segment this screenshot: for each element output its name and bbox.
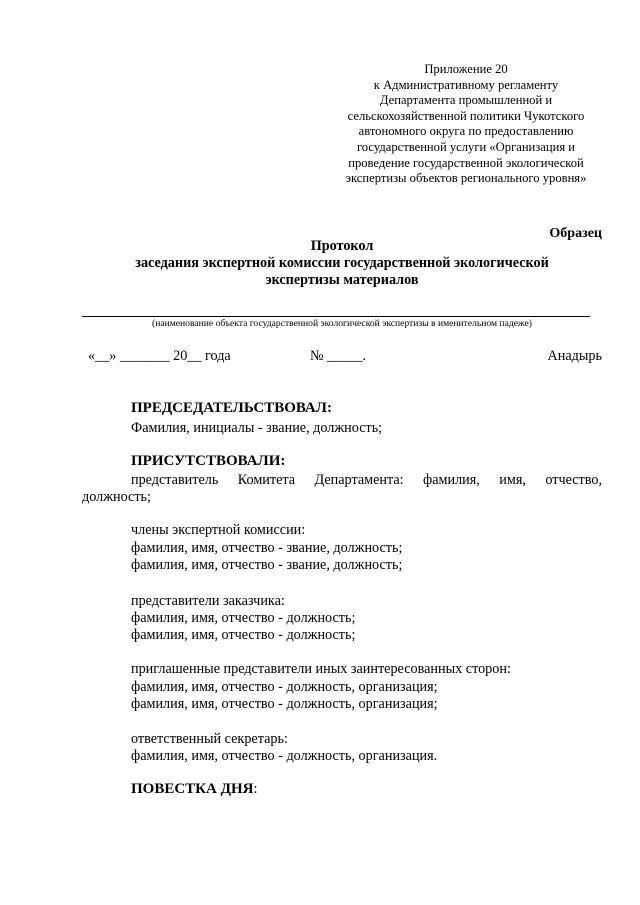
present-heading: ПРИСУТСТВОВАЛИ: (131, 453, 286, 469)
present-department-rep-continued: должность; (82, 489, 151, 505)
appendix-line: Приложение 20 (424, 62, 508, 76)
object-name-caption: (наименование объекта государственной экологической экспертизы в именительном падеже) (152, 318, 532, 329)
customer-label: представители заказчика: (131, 593, 285, 609)
protocol-meta-row (88, 348, 602, 368)
secretary-person: фамилия, имя, отчество - должность, организация. (131, 748, 438, 764)
protocol-number: № _____. (310, 348, 367, 364)
protocol-city: Анадырь (547, 348, 602, 364)
appendix-line: государственной услуги «Организация и (356, 139, 576, 154)
chaired-person: Фамилия, инициалы - звание, должность; (131, 420, 383, 436)
invited-rep: фамилия, имя, отчество - должность, организация; (131, 696, 438, 712)
agenda-heading (131, 780, 257, 798)
commission-member: фамилия, имя, отчество - звание, должность; (131, 557, 403, 573)
appendix-line: к Административному регламенту (373, 77, 559, 92)
agenda-heading-colon: : (253, 781, 258, 797)
title-line: заседания экспертной комиссии государственной экологической (135, 255, 549, 271)
appendix-line: Департамента промышленной и (379, 93, 553, 108)
title-line: Протокол (310, 238, 374, 254)
invited-rep: фамилия, имя, отчество - должность, организация; (131, 679, 438, 695)
agenda-heading-text: ПОВЕСТКА ДНЯ (131, 781, 254, 797)
present-department-rep: представитель Комитета Департамента: фамилия, имя, отчество, (131, 472, 602, 488)
protocol-date: «__» _______ 20__ года (88, 348, 231, 364)
appendix-line: автономного округа по предоставлению (358, 124, 574, 139)
commission-label: члены экспертной комиссии: (131, 522, 306, 538)
document-title (82, 238, 602, 289)
appendix-reference (330, 62, 602, 187)
customer-rep: фамилия, имя, отчество - должность; (131, 610, 356, 626)
secretary-label: ответственный секретарь: (131, 731, 288, 747)
chaired-heading: ПРЕДСЕДАТЕЛЬСТВОВАЛ: (131, 400, 332, 416)
appendix-line: сельскохозяйственной политики Чукотского (347, 108, 585, 123)
commission-member: фамилия, имя, отчество - звание, должность; (131, 540, 403, 556)
appendix-line: проведение государственной экологической (348, 155, 584, 170)
title-line: экспертизы материалов (265, 272, 419, 288)
sample-label: Образец (549, 226, 602, 241)
customer-rep: фамилия, имя, отчество - должность; (131, 627, 356, 643)
object-name-blank-line (82, 316, 590, 317)
appendix-line: экспертизы объектов регионального уровня» (345, 171, 587, 186)
invited-label: приглашенные представители иных заинтересованных сторон: (131, 661, 511, 677)
